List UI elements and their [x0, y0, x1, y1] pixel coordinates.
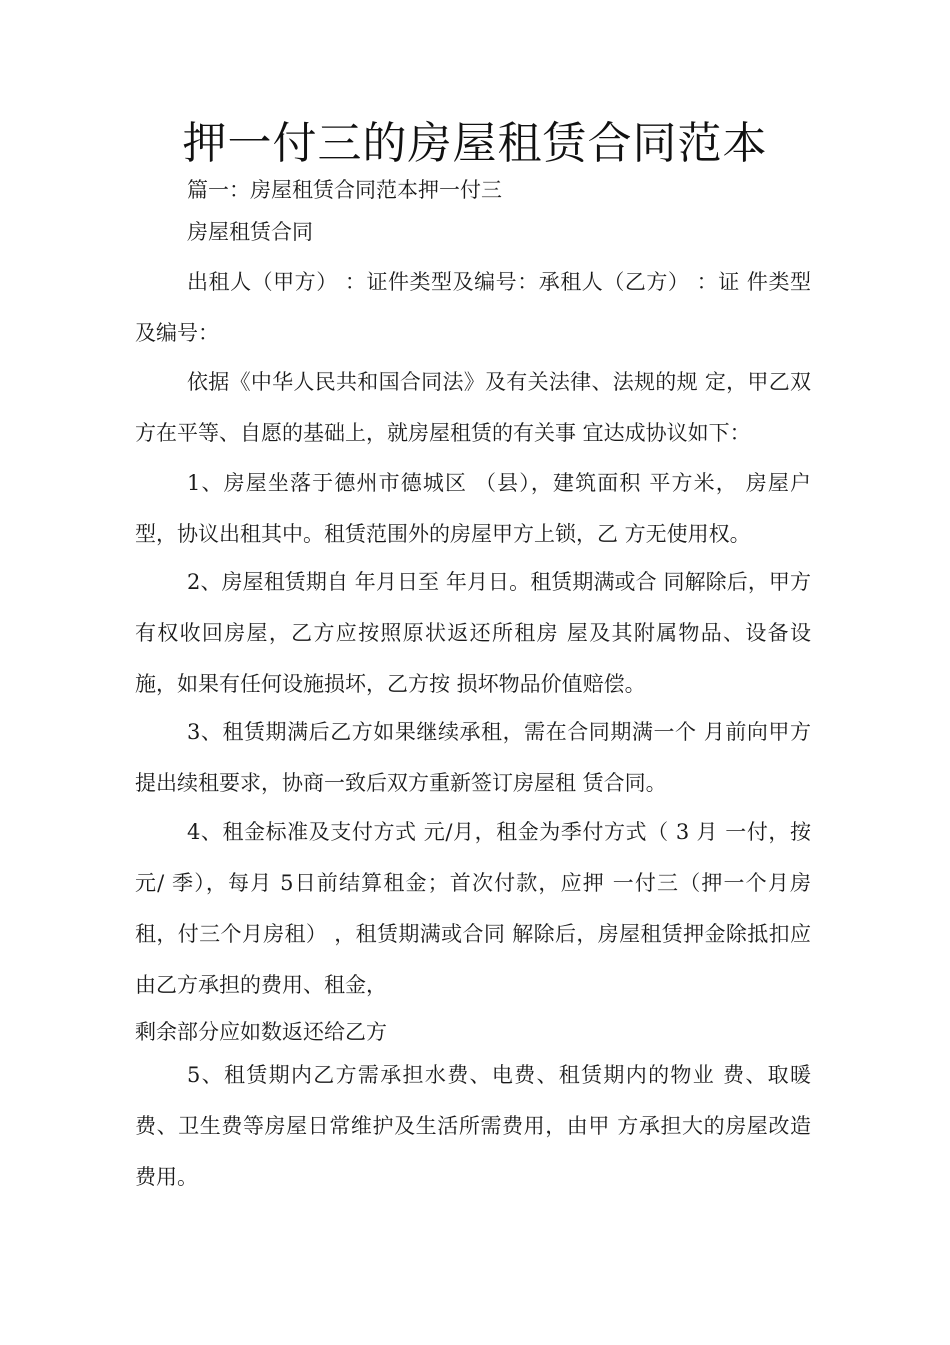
clause-1: 1、房屋坐落于德州市德城区 （县），建筑面积 平方米， 房屋户型，协议出租其中。租赁范围外的房屋甲方上锁，乙 方无使用权。 — [135, 471, 811, 546]
clause-4-continuation: 剩余部分应如数返还给乙方 — [135, 1020, 387, 1044]
contract-heading: 房屋租赁合同 — [187, 220, 313, 244]
document-title: 押一付三的房屋租赁合同范本 — [182, 118, 768, 169]
subtitle: 篇一：房屋租赁合同范本押一付三 — [187, 178, 502, 202]
clause-5: 5、租赁期内乙方需承担水费、电费、租赁期内的物业 费、取暖费、卫生费等房屋日常维护及生活所需费用，由甲 方承担大的房屋改造费用。 — [135, 1063, 811, 1189]
clause-3: 3、租赁期满后乙方如果继续承租，需在合同期满一个 月前向甲方提出续租要求，协商一致后双方重新签订房屋租 赁合同。 — [135, 720, 811, 795]
parties-paragraph: 出租人（甲方） ：证件类型及编号：承租人（乙方） ：证 件类型及编号： — [135, 270, 811, 345]
clause-2: 2、房屋租赁期自 年月日至 年月日。租赁期满或合 同解除后，甲方有权收回房屋，乙方应按照原状返还所租房 屋及其附属物品、设备设施，如果有任何设施损坏，乙方按 损坏物品价值赔偿。 — [135, 570, 811, 696]
preamble-paragraph: 依据《中华人民共和国合同法》及有关法律、法规的规 定，甲乙双方在平等、自愿的基础上，就房屋租赁的有关事 宜达成协议如下： — [135, 370, 811, 445]
clause-4: 4、租金标准及支付方式 元/月，租金为季付方式（ 3 月 一付，按 元/ 季），每月 5日前结算租金；首次付款，应押 一付三（押一个月房租，付三个月房租） ，租赁期满或合同 解除后，房屋租赁押金除抵扣应由乙方承担的费用、租金， — [135, 820, 811, 997]
